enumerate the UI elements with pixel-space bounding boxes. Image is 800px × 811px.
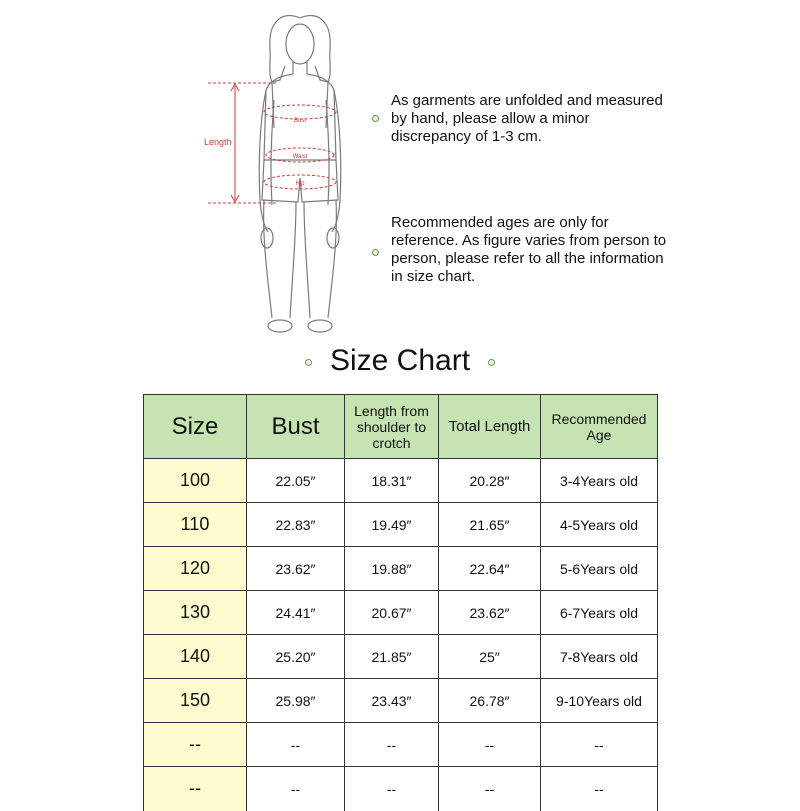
length-cell: --: [345, 723, 439, 767]
bullet-icon: [488, 359, 495, 366]
age-cell: --: [541, 767, 658, 811]
size-chart-title-row: [0, 338, 800, 384]
total-length-cell: --: [439, 767, 541, 811]
table-row: [144, 459, 658, 503]
note-text: Recommended ages are only for reference. As figure varies from person to person, please refer to all the information in size chart.: [391, 214, 667, 285]
table-row: [144, 547, 658, 591]
total-length-cell: 21.65″: [439, 503, 541, 547]
bust-cell: 22.05″: [247, 459, 345, 503]
length-cell: --: [345, 767, 439, 811]
bust-cell: --: [247, 723, 345, 767]
total-length-cell: 23.62″: [439, 591, 541, 635]
size-cell: 140: [144, 635, 247, 679]
bust-cell: --: [247, 767, 345, 811]
table-header-row: [144, 395, 658, 459]
note-recommended-ages: [372, 214, 672, 286]
bullet-icon: [372, 115, 379, 122]
bust-cell: 25.20″: [247, 635, 345, 679]
length-label: Length: [204, 137, 232, 147]
age-cell: 5-6Years old: [541, 547, 658, 591]
bust-cell: 24.41″: [247, 591, 345, 635]
length-cell: 23.43″: [345, 679, 439, 723]
total-length-cell: 25″: [439, 635, 541, 679]
size-cell: 100: [144, 459, 247, 503]
header-size: Size: [144, 395, 247, 459]
total-length-cell: --: [439, 723, 541, 767]
body-measurement-figure: [150, 0, 390, 345]
age-cell: 9-10Years old: [541, 679, 658, 723]
size-cell: 120: [144, 547, 247, 591]
size-table: [143, 394, 658, 811]
bust-cell: 22.83″: [247, 503, 345, 547]
length-cell: 18.31″: [345, 459, 439, 503]
bullet-icon: [372, 249, 379, 256]
table-row: [144, 503, 658, 547]
bullet-icon: [305, 359, 312, 366]
note-discrepancy: [372, 92, 672, 146]
length-cell: 19.88″: [345, 547, 439, 591]
size-cell: 150: [144, 679, 247, 723]
header-recommended-age: Recommended Age: [541, 395, 658, 459]
size-chart-title: Size Chart: [329, 344, 471, 377]
bust-cell: 25.98″: [247, 679, 345, 723]
bust-label: Bust: [293, 118, 307, 124]
age-cell: 6-7Years old: [541, 591, 658, 635]
size-cell: --: [144, 723, 247, 767]
table-row: [144, 767, 658, 811]
note-text: As garments are unfolded and measured by hand, please allow a minor discrepancy of 1-3 cm.: [391, 92, 663, 145]
table-row: [144, 723, 658, 767]
age-cell: 3-4Years old: [541, 459, 658, 503]
total-length-cell: 26.78″: [439, 679, 541, 723]
total-length-cell: 20.28″: [439, 459, 541, 503]
waist-label: Waist: [292, 154, 308, 160]
bust-cell: 23.62″: [247, 547, 345, 591]
size-cell: 110: [144, 503, 247, 547]
table-row: [144, 679, 658, 723]
figure-drawing: [150, 0, 390, 345]
header-bust: Bust: [247, 395, 345, 459]
hip-label: Hip: [295, 181, 305, 187]
length-cell: 19.49″: [345, 503, 439, 547]
header-total-length: Total Length: [439, 395, 541, 459]
table-row: [144, 591, 658, 635]
total-length-cell: 22.64″: [439, 547, 541, 591]
table-row: [144, 635, 658, 679]
length-cell: 20.67″: [345, 591, 439, 635]
length-cell: 21.85″: [345, 635, 439, 679]
header-length: Length from shoulder to crotch: [345, 395, 439, 459]
age-cell: 4-5Years old: [541, 503, 658, 547]
size-cell: 130: [144, 591, 247, 635]
age-cell: --: [541, 723, 658, 767]
age-cell: 7-8Years old: [541, 635, 658, 679]
size-cell: --: [144, 767, 247, 811]
